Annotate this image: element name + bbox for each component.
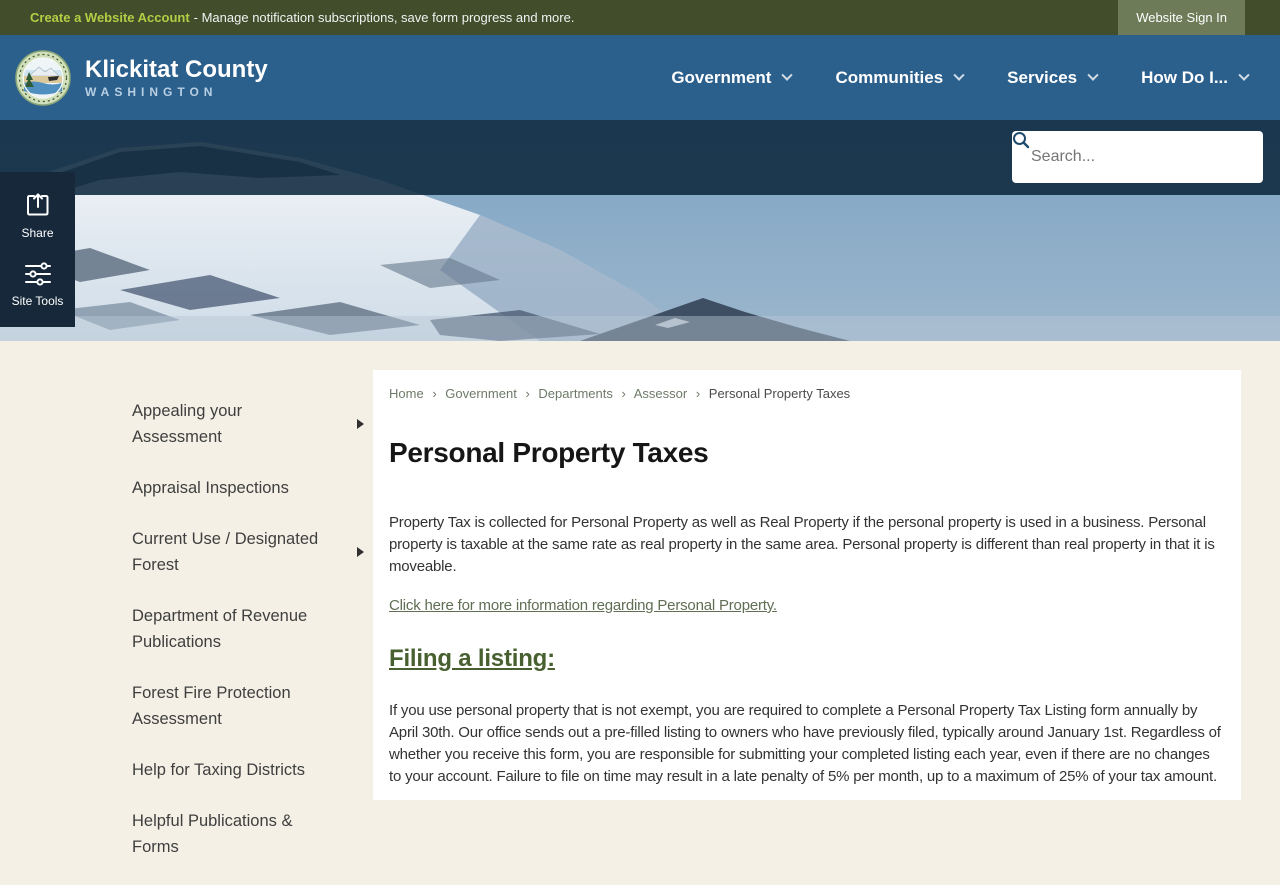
sidebar-item-appealing-your-assessment[interactable] [132,398,364,450]
website-signin-button[interactable]: Website Sign In [1118,0,1245,35]
personal-property-info-link[interactable]: Click here for more information regarding Personal Property. [389,597,777,614]
site-header [0,35,1280,120]
breadcrumb-separator: › [621,386,626,401]
account-promo [0,10,574,25]
site-tools-label: Site Tools [11,294,64,308]
content-region [0,341,1280,856]
breadcrumb-link-government[interactable]: Government [445,386,517,401]
intro-paragraph: Property Tax is collected for Personal Property as well as Real Property if the personal property is used in a business. Personal property is taxable at the same rate as real property in the same area. Personal property is different than real property in that it is moveable. [389,514,1215,575]
account-promo-text: - Manage notification subscriptions, save form progress and more. [193,10,575,25]
breadcrumb [389,386,1221,401]
nav-label: Services [1007,67,1078,87]
sidebar-item-label: Appraisal Inspections [132,479,289,497]
sidebar-item-current-use-designated-forest[interactable] [132,526,364,578]
sidebar-item-department-of-revenue-publications[interactable] [132,603,364,655]
sidebar-item-label: Help for Taxing Districts [132,761,306,779]
sidebar-menu [132,398,364,885]
share-button[interactable] [21,192,53,240]
site-tools-rail [0,172,75,327]
sliders-icon [23,260,53,286]
page-title: Personal Property Taxes [389,437,709,468]
search-icon [1012,131,1030,149]
sidebar-item-help-for-taxing-districts[interactable] [132,757,364,783]
sidebar-item-label: Helpful Publications & Forms [132,812,293,856]
breadcrumb-link-assessor[interactable]: Assessor [633,386,688,401]
breadcrumb-separator: › [695,386,701,401]
sidebar-item-appraisal-inspections[interactable] [132,475,364,501]
brand-text [85,57,268,99]
filing-paragraph: If you use personal property that is not exempt, you are required to complete a Personal Property Tax Listing form annually by April 30th. Our office sends out a pre-filled listing to owners who have previously filed, typically around January 1st. Regardless of whether you receive this form, you are responsible for submitting your completed listing each year, even if there are no changes to your account. Failure to file on time may result in a late penalty of 5% per month, up to a maximum of 25% of your tax amount. [389,702,1221,785]
site-tagline: WASHINGTON [85,84,218,99]
sidebar-item-helpful-publications-forms[interactable] [132,808,364,860]
search-input[interactable] [1012,148,1245,166]
share-label: Share [21,226,54,240]
sidebar-item-forest-fire-protection-assessment[interactable] [132,680,364,732]
sidebar-item-label: Department of Revenue Publications [132,607,308,651]
county-seal-logo [15,50,71,106]
nav-label: Communities [835,67,944,87]
breadcrumb-current: Personal Property Taxes [708,386,851,401]
nav-label: Government [671,67,772,87]
filing-a-listing-heading[interactable]: Filing a listing: [389,645,555,672]
chevron-down-icon [1238,69,1249,80]
share-icon [25,192,51,218]
chevron-down-icon [782,69,793,80]
nav-label: How Do I... [1141,67,1228,87]
site-tools-button[interactable] [12,260,64,308]
hero-banner [0,120,1280,341]
sidebar-item-label: Appealing your Assessment [132,402,243,446]
breadcrumb-link-departments[interactable]: Departments [538,386,613,401]
top-utility-bar [0,0,1280,35]
chevron-down-icon [1087,69,1098,80]
breadcrumb-link-home[interactable]: Home [389,386,424,401]
submenu-arrow-icon [357,547,364,557]
main-panel [373,370,1241,800]
chevron-down-icon [953,69,964,80]
site-name: Klickitat County [85,55,268,83]
site-brand[interactable] [0,50,268,106]
main-navigation [649,35,1270,120]
submenu-arrow-icon [357,419,364,429]
nav-item-how-do-i[interactable] [1119,35,1270,120]
breadcrumb-separator: › [525,386,530,401]
nav-item-services[interactable] [985,35,1119,120]
breadcrumb-separator: › [432,386,437,401]
sidebar-item-label: Forest Fire Protection Assessment [132,684,291,728]
search-band [0,120,1280,195]
nav-item-government[interactable] [649,35,813,120]
search-box [1012,131,1263,183]
nav-item-communities[interactable] [813,35,985,120]
sidebar-item-label: Current Use / Designated Forest [132,530,319,574]
create-account-link[interactable]: Create a Website Account [30,10,190,25]
